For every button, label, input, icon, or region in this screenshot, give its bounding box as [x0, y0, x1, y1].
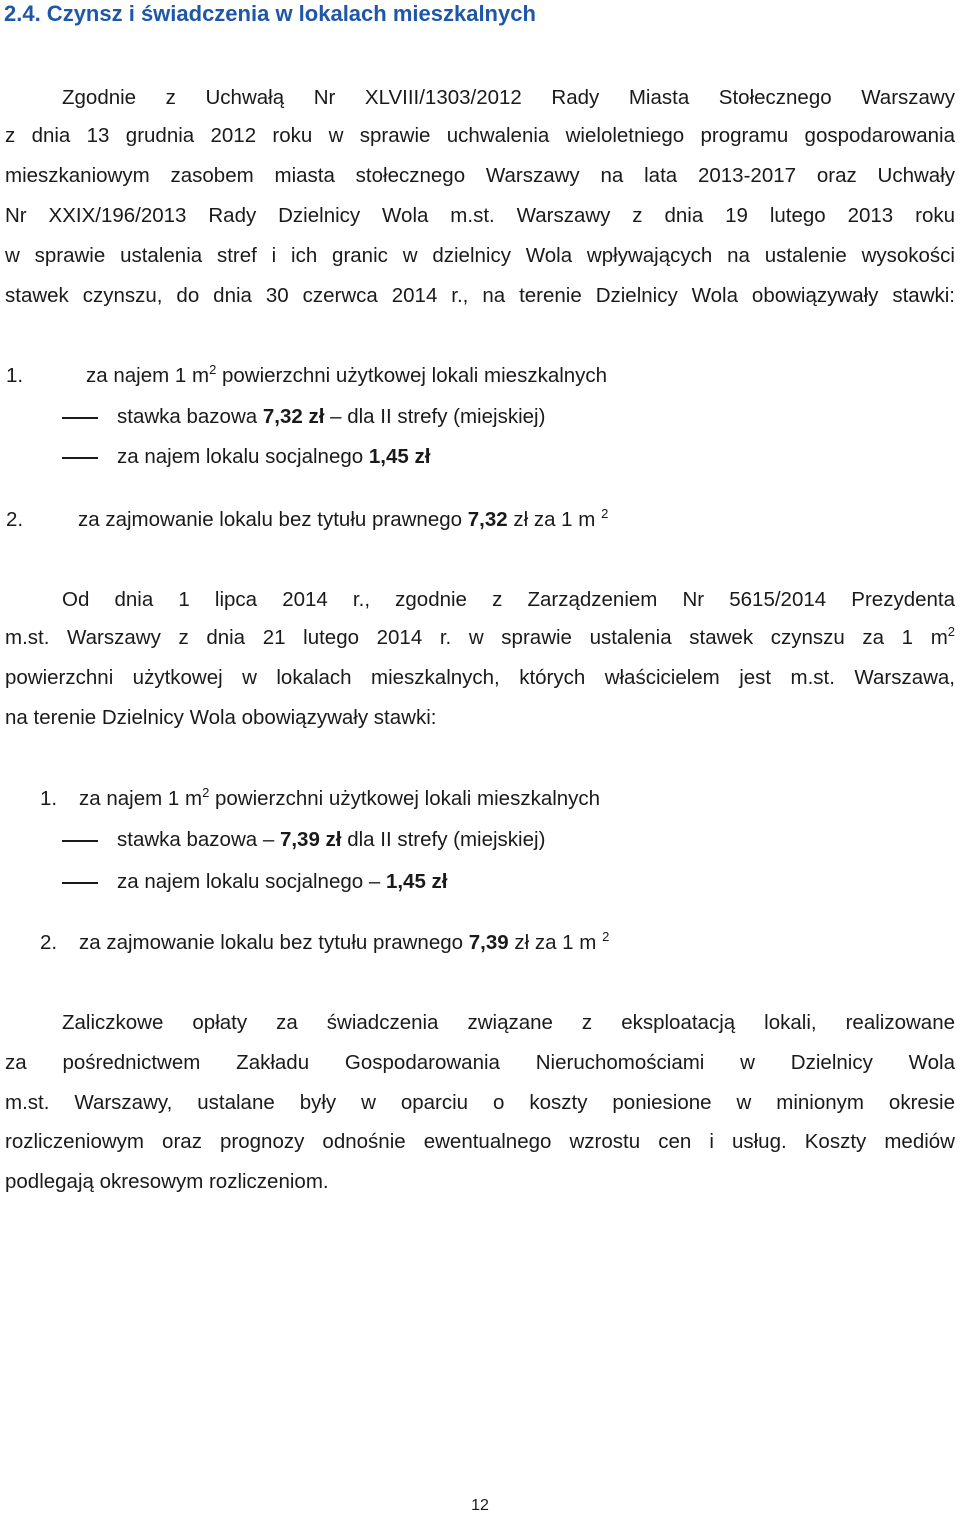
list1-item1-text: za najem 1 $m^2$ powierzchni użytkowej lokali mieszkalnych [86, 362, 608, 387]
section-heading: 2.4. Czynsz i świadczenia w lokalach mieszkalnych [4, 1, 536, 26]
list1-item2-number: 2. [6, 508, 24, 531]
para2-line-2: m.st. Warszawy z dnia 21 lutego 2014 r. w sprawie ustalenia stawek czynszu za 1 $m^2$ [5, 624, 955, 649]
para2-line-3: powierzchni użytkowej w lokalach mieszkalnych, których właścicielem jest m.st. Warszawa, [5, 666, 955, 689]
list1-sub2-text: za najem lokalu socjalnego 1,45 zł [117, 445, 431, 468]
page-number: 12 [471, 1497, 489, 1514]
list1-sub1-text: stawka bazowa 7,32 zł – dla II strefy (miejskiej) [117, 405, 546, 428]
para1-line-3: mieszkaniowym zasobem miasta stołecznego Warszawy na lata 2013-2017 oraz Uchwały [5, 164, 955, 187]
list1-item1-number: 1. [6, 364, 24, 387]
para2-line-1: Od dnia 1 lipca 2014 r., zgodnie z Zarządzeniem Nr 5615/2014 Prezydenta [62, 588, 955, 611]
list2-item2-number: 2. [40, 931, 58, 954]
para1-line-4: Nr XXIX/196/2013 Rady Dzielnicy Wola m.st. Warszawy z dnia 19 lutego 2013 roku [5, 204, 955, 227]
para3-line-5: podlegają okresowym rozliczeniom. [5, 1170, 329, 1193]
list2-item1-number: 1. [40, 787, 58, 810]
list2-sub1-text: stawka bazowa – 7,39 zł dla II strefy (miejskiej) [117, 828, 546, 851]
list1-sub1-dash [62, 417, 98, 419]
para3-line-3: m.st. Warszawy, ustalane były w oparciu o koszty poniesione w minionym okresie [5, 1091, 955, 1114]
para3-line-2: za pośrednictwem Zakładu Gospodarowania Nieruchomościami w Dzielnicy Wola [5, 1051, 955, 1074]
para2-line-4: na terenie Dzielnicy Wola obowiązywały stawki: [5, 706, 437, 729]
list2-item1-text: za najem 1 $m^2$ powierzchni użytkowej lokali mieszkalnych [79, 785, 601, 810]
para1-line-2: z dnia 13 grudnia 2012 roku w sprawie uchwalenia wieloletniego programu gospodarowania [5, 124, 955, 147]
list2-sub2-dash [62, 882, 98, 884]
list2-sub1-dash [62, 840, 98, 842]
list2-sub2-text: za najem lokalu socjalnego – 1,45 zł [117, 870, 448, 893]
para1-line-5: w sprawie ustalenia stref i ich granic w dzielnicy Wola wpływających na ustalenie wysokości [5, 244, 955, 267]
para1-line-6: stawek czynszu, do dnia 30 czerwca 2014 r., na terenie Dzielnicy Wola obowiązywały stawki: [5, 284, 955, 307]
list2-item2-text: za zajmowanie lokalu bez tytułu prawnego 7,39 zł za 1 m $^2$ [79, 929, 610, 954]
para1-line-1: Zgodnie z Uchwałą Nr XLVIII/1303/2012 Rady Miasta Stołecznego Warszawy [62, 86, 955, 109]
list1-sub2-dash [62, 457, 98, 459]
para3-line-1: Zaliczkowe opłaty za świadczenia związane z eksploatacją lokali, realizowane [62, 1011, 955, 1034]
para3-line-4: rozliczeniowym oraz prognozy odnośnie ewentualnego wzrostu cen i usług. Koszty mediów [5, 1130, 955, 1153]
list1-item2-text: za zajmowanie lokalu bez tytułu prawnego 7,32 zł za 1 m $^2$ [78, 506, 609, 531]
